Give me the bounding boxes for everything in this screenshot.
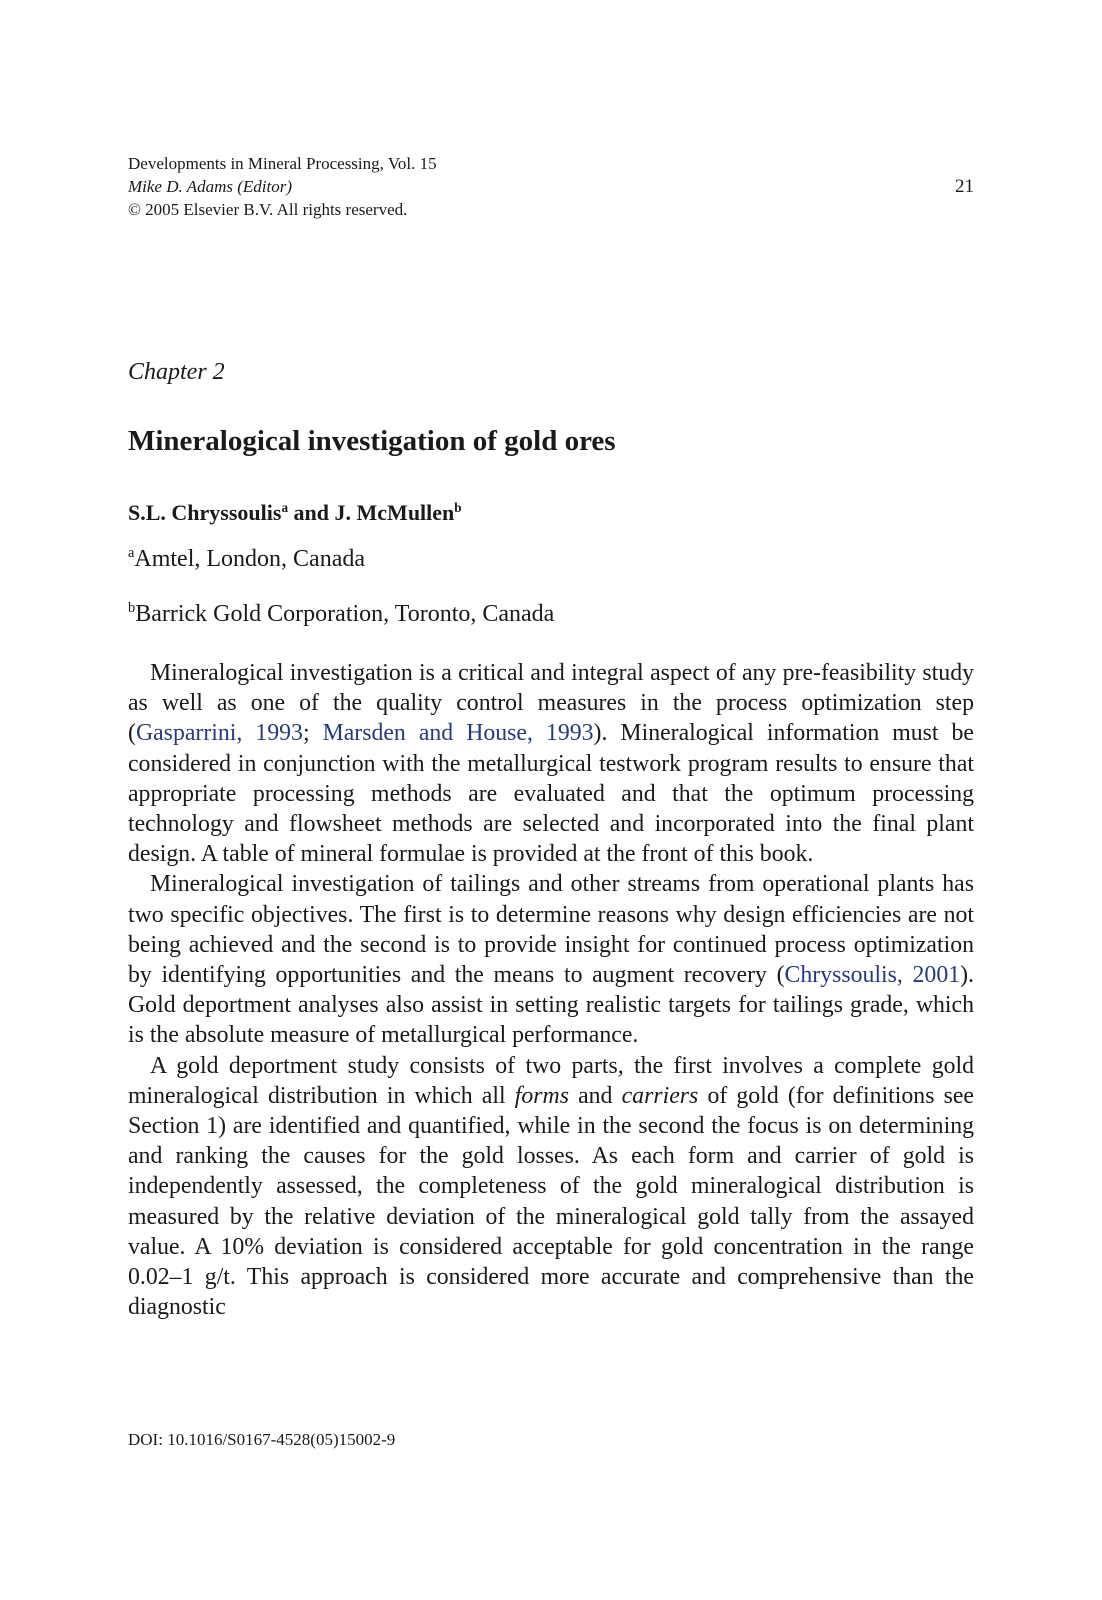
chapter-title: Mineralogical investigation of gold ores	[128, 425, 616, 457]
affiliation-marker: a	[281, 500, 289, 516]
paragraph	[128, 658, 974, 869]
affiliation-text: Barrick Gold Corporation, Toronto, Canada	[135, 601, 555, 627]
citation-link[interactable]: Chryssoulis, 2001	[784, 962, 961, 989]
running-header	[128, 152, 974, 221]
citation-link[interactable]: Gasparrini, 1993	[135, 720, 303, 747]
paragraph	[128, 1051, 974, 1323]
affiliation-marker: b	[128, 600, 136, 617]
emphasis-term: forms	[514, 1082, 569, 1109]
author-name: S.L. Chryssoulis	[128, 500, 282, 525]
affiliation-text: Amtel, London, Canada	[134, 546, 366, 572]
body-text	[128, 658, 974, 1322]
affiliation-a	[128, 546, 365, 573]
citation-link[interactable]: Marsden and House, 1993	[322, 720, 594, 747]
paragraph-text: ;	[302, 720, 323, 747]
page-number: 21	[955, 176, 974, 197]
editor-line: Mike D. Adams (Editor)	[128, 177, 292, 196]
series-line: Developments in Mineral Processing, Vol. 15	[128, 154, 437, 173]
paragraph	[128, 869, 974, 1050]
paragraph-text: Mineralogical investigation is a critical and integral aspect of any pre-feasibility study as well as one of the quality control measures in the process optimization step (	[128, 660, 974, 747]
paragraph-text: ). Gold deportment analyses also assist in setting realistic targets for tailings grade, which is the absolute measure of metallurgical performance.	[128, 962, 974, 1049]
doi-footer: DOI: 10.1016/S0167-4528(05)15002-9	[128, 1430, 396, 1449]
affiliation-marker: a	[128, 545, 135, 562]
author-list	[128, 500, 462, 526]
author-conjunction: and	[288, 500, 335, 525]
copyright-line: © 2005 Elsevier B.V. All rights reserved.	[128, 200, 408, 219]
chapter-label: Chapter 2	[128, 359, 225, 385]
paragraph-text: and	[568, 1082, 622, 1109]
affiliation-marker: b	[454, 500, 462, 516]
paragraph-text: A gold deportment study consists of two parts, the first involves a complete gold mineralogical distribution in which all	[128, 1052, 974, 1109]
affiliation-b	[128, 601, 554, 628]
paragraph-text: of gold (for definitions see Section 1) are identified and quantified, while in the second the focus is on determining and ranking the causes for the gold losses. As each form and carrier of gold is independently assessed, the completeness of the gold mineralogical distribution is measured by the relative deviation of the mineralogical gold tally from the assayed value. A 10% deviation is considered acceptable for gold concentration in the range 0.02–1 g/t. This approach is considered more accurate and comprehensive than the diagnostic	[128, 1082, 974, 1321]
paragraph-text: ). Mineralogical information must be considered in conjunction with the metallurgical testwork program results to ensure that appropriate processing methods are evaluated and that the optimum processing technology and flowsheet methods are selected and incorporated into the final plant design. A table of mineral formulae is provided at the front of this book.	[128, 720, 974, 868]
paragraph-text: Mineralogical investigation of tailings and other streams from operational plants has two specific objectives. The first is to determine reasons why design efficiencies are not being achieved and the second is to provide insight for continued process optimization by identifying opportunities and the means to augment recovery (	[128, 871, 974, 989]
emphasis-term: carriers	[621, 1082, 699, 1109]
author-name: J. McMullen	[334, 500, 455, 525]
